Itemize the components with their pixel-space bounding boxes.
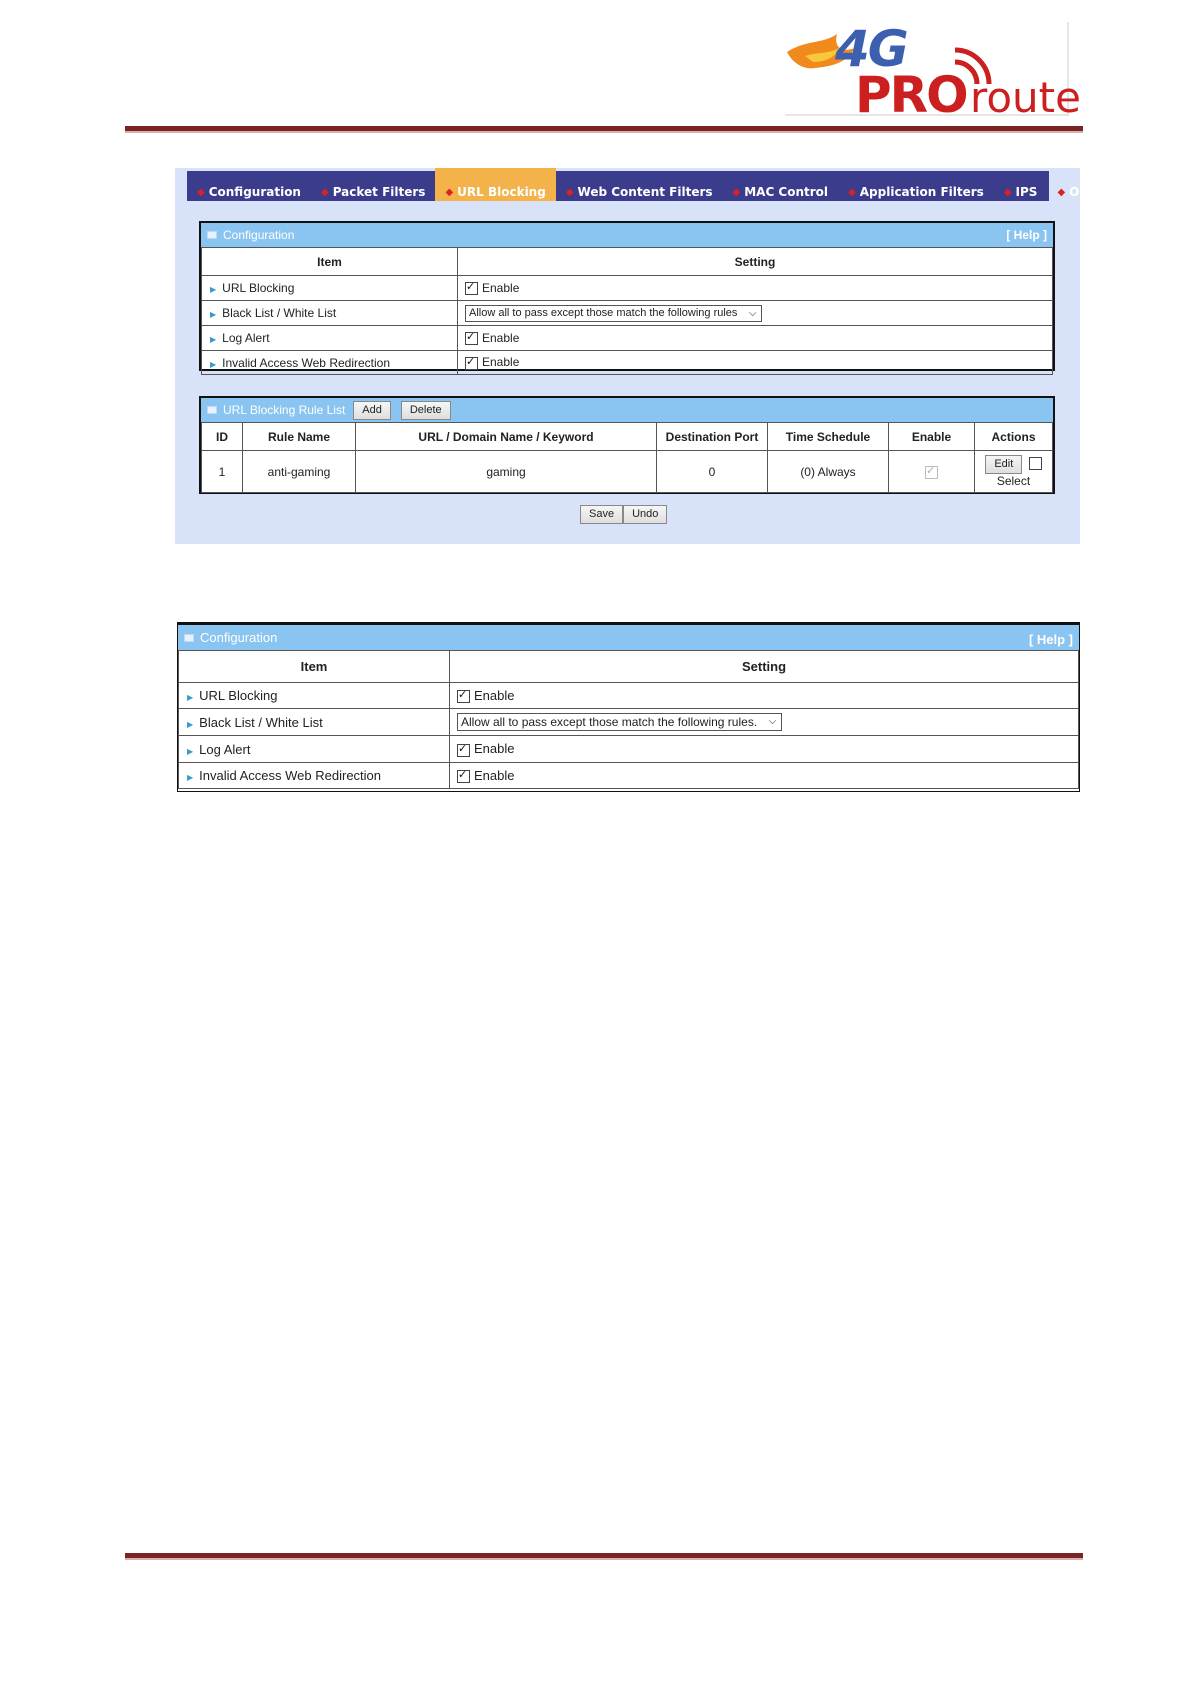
- tab-arrow-icon: ◆: [565, 187, 574, 198]
- configuration-table: [201, 247, 1053, 375]
- tab-application-filters[interactable]: [838, 171, 994, 201]
- tab-label: IPS: [1015, 185, 1038, 199]
- row-label: [179, 709, 450, 736]
- checkbox-label: Enable: [474, 767, 515, 783]
- row-label: [179, 763, 450, 789]
- select-value: Allow all to pass except those match the following rules.: [461, 715, 758, 729]
- rule-list-box: [199, 396, 1055, 494]
- bullet-triangle-icon: ▶: [210, 285, 217, 294]
- row-label-text: Log Alert: [222, 331, 270, 345]
- rule-enable-checkbox: [925, 466, 938, 479]
- row-label-text: Invalid Access Web Redirection: [222, 355, 391, 370]
- column-header-id: ID: [202, 423, 243, 451]
- checkbox-label: Enable: [474, 741, 515, 757]
- row-setting: [450, 683, 1079, 709]
- add-button[interactable]: Add: [353, 401, 391, 420]
- collapse-icon[interactable]: [184, 634, 194, 642]
- row-label-text: Log Alert: [199, 741, 251, 757]
- rule-id: 1: [202, 451, 243, 493]
- config-row: [179, 683, 1079, 709]
- log-alert-checkbox[interactable]: [457, 744, 470, 757]
- invalid-access-redirection-checkbox[interactable]: [465, 357, 478, 370]
- rule-enable-cell: [889, 451, 975, 493]
- tab-arrow-icon: ◆: [197, 187, 205, 198]
- 4g-proroute-logo: [785, 20, 1081, 124]
- bullet-triangle-icon: ▶: [210, 310, 217, 319]
- tab-configuration[interactable]: [187, 171, 311, 201]
- rule-list-header: [201, 398, 1053, 422]
- column-header-keyword: URL / Domain Name / Keyword: [356, 423, 657, 451]
- tab-label: Web Content Filters: [577, 185, 713, 199]
- tab-arrow-icon: ◆: [732, 187, 741, 198]
- rule-port: 0: [657, 451, 768, 493]
- rule-list-table: [201, 422, 1053, 493]
- tab-arrow-icon: ◆: [445, 187, 454, 198]
- column-header-time-schedule: Time Schedule: [768, 423, 889, 451]
- configuration-detail-table: [178, 650, 1079, 789]
- tab-arrow-icon: ◆: [320, 187, 329, 198]
- checkbox-label: Enable: [482, 330, 520, 345]
- configuration-box: [199, 221, 1055, 371]
- chevron-down-icon: ⌵: [748, 307, 757, 319]
- logo-pro-text: PRO: [855, 66, 967, 124]
- tab-label: Application Filters: [859, 185, 984, 199]
- row-label-text: URL Blocking: [222, 281, 295, 295]
- config-row: [202, 351, 1053, 375]
- tab-url-blocking[interactable]: [435, 168, 555, 201]
- config-row: [202, 326, 1053, 351]
- tab-ips[interactable]: [994, 171, 1048, 201]
- tab-label: Packet Filters: [332, 185, 426, 199]
- tab-label: MAC Control: [744, 185, 829, 199]
- bullet-triangle-icon: ▶: [187, 746, 194, 756]
- tab-arrow-icon: ◆: [1003, 187, 1012, 198]
- row-setting: [450, 736, 1079, 763]
- tab-web-content-filters[interactable]: [556, 171, 723, 201]
- invalid-access-redirection-checkbox[interactable]: [457, 770, 470, 783]
- tab-label: Options: [1069, 185, 1122, 199]
- logo-route-text: route: [970, 73, 1081, 122]
- configuration-header: [201, 223, 1053, 247]
- column-header-item: Item: [179, 651, 450, 683]
- bullet-triangle-icon: ▶: [210, 359, 217, 369]
- config-row: [202, 301, 1053, 326]
- row-label-text: URL Blocking: [199, 688, 278, 703]
- column-header-actions: Actions: [975, 423, 1053, 451]
- select-checkbox[interactable]: [1029, 457, 1042, 470]
- configuration-box-detail: [177, 622, 1080, 792]
- collapse-icon[interactable]: [207, 231, 217, 239]
- column-header-item: Item: [202, 248, 458, 276]
- config-row: [179, 763, 1079, 789]
- row-label-text: Black List / White List: [222, 306, 337, 320]
- checkbox-label: Enable: [482, 355, 520, 370]
- row-setting: [458, 351, 1053, 375]
- checkbox-label: Enable: [482, 280, 520, 295]
- rule-schedule: (0) Always: [768, 451, 889, 493]
- column-header-enable: Enable: [889, 423, 975, 451]
- chevron-down-icon: ⌵: [768, 716, 777, 727]
- row-label: [202, 301, 458, 326]
- footer-divider: [125, 1553, 1083, 1560]
- row-label: [179, 683, 450, 709]
- config-row: [179, 709, 1079, 736]
- undo-button[interactable]: Undo: [623, 505, 667, 524]
- rule-actions-cell: [975, 451, 1053, 493]
- row-label: [202, 326, 458, 351]
- bullet-triangle-icon: ▶: [187, 693, 194, 702]
- select-label: Select: [996, 474, 1031, 488]
- help-link[interactable]: [ Help ]: [1006, 228, 1047, 242]
- url-blocking-screenshot: [175, 168, 1122, 544]
- config-row: [202, 276, 1053, 301]
- row-setting: [458, 276, 1053, 301]
- bullet-triangle-icon: ▶: [187, 719, 194, 729]
- delete-button[interactable]: Delete: [401, 401, 451, 420]
- row-setting: [450, 709, 1079, 736]
- select-value: Allow all to pass except those match the following rules: [469, 306, 738, 319]
- black-white-list-select[interactable]: [465, 305, 762, 322]
- configuration-detail-title: Configuration: [200, 630, 278, 645]
- tab-label: Configuration: [208, 185, 301, 199]
- save-button[interactable]: Save: [580, 505, 623, 524]
- tab-bar: [187, 171, 1122, 201]
- checkbox-label: Enable: [474, 687, 515, 703]
- bullet-triangle-icon: ▶: [187, 773, 194, 782]
- row-setting: [458, 326, 1053, 351]
- tab-packet-filters[interactable]: [311, 171, 435, 201]
- rule-name: anti-gaming: [243, 451, 356, 493]
- log-alert-checkbox[interactable]: [465, 332, 478, 345]
- url-blocking-checkbox[interactable]: [457, 690, 470, 703]
- configuration-title: Configuration: [223, 228, 295, 242]
- configuration-detail-header: [178, 623, 1079, 650]
- tab-label: URL Blocking: [457, 185, 546, 199]
- rule-keyword: gaming: [356, 451, 657, 493]
- row-setting: [458, 301, 1053, 326]
- collapse-icon[interactable]: [207, 406, 217, 414]
- header-divider: [125, 126, 1083, 133]
- tab-options[interactable]: [1047, 171, 1131, 201]
- row-label: [202, 276, 458, 301]
- column-header-rule-name: Rule Name: [243, 423, 356, 451]
- url-blocking-checkbox[interactable]: [465, 282, 478, 295]
- tab-arrow-icon: ◆: [1057, 187, 1066, 198]
- column-header-destination-port: Destination Port: [657, 423, 768, 451]
- row-label-text: Black List / White List: [199, 714, 323, 730]
- table-row: [202, 451, 1053, 493]
- row-label: [202, 351, 458, 375]
- rule-list-title: URL Blocking Rule List: [223, 403, 346, 417]
- tab-arrow-icon: ◆: [848, 187, 856, 198]
- row-label: [179, 736, 450, 763]
- bullet-triangle-icon: ▶: [210, 335, 217, 344]
- row-label-text: Invalid Access Web Redirection: [199, 768, 382, 783]
- tab-mac-control[interactable]: [723, 171, 839, 201]
- config-row: [179, 736, 1079, 763]
- logo-4g-text: 4G: [835, 20, 907, 78]
- help-link[interactable]: [ Help ]: [1028, 632, 1073, 647]
- column-header-setting: Setting: [450, 651, 1079, 683]
- black-white-list-select[interactable]: [457, 713, 782, 731]
- edit-button[interactable]: Edit: [985, 455, 1022, 474]
- row-setting: [450, 763, 1079, 789]
- column-header-setting: Setting: [458, 248, 1053, 276]
- form-actions: [580, 505, 667, 524]
